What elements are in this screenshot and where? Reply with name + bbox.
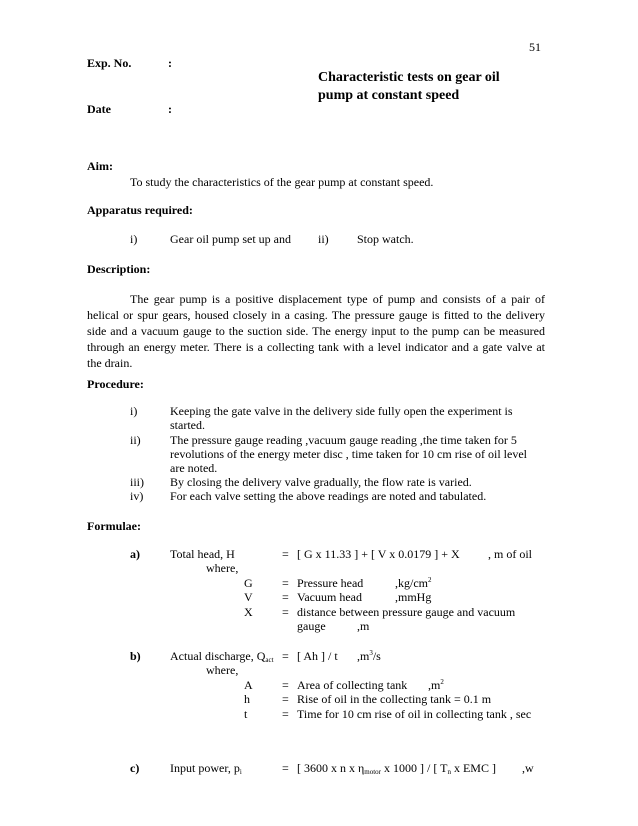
- formula-b-label: b): [130, 649, 141, 663]
- formula-c-unit: ,w: [522, 761, 534, 775]
- variable-unit-exponent: 2: [428, 576, 432, 584]
- variable-unit: [428, 678, 444, 692]
- formulae-heading: Formulae:: [87, 519, 141, 533]
- variable-unit: [395, 576, 432, 590]
- formula-c-expr-part: x EMC ]: [450, 761, 496, 775]
- experiment-title-line2: pump at constant speed: [318, 88, 460, 103]
- variable-symbol: A: [244, 678, 253, 692]
- variable-equals: =: [282, 678, 289, 692]
- aim-heading: Aim:: [87, 159, 113, 173]
- variable-description: Area of collecting tank: [297, 678, 408, 692]
- formula-b-name-text: Actual discharge, Q: [170, 649, 266, 663]
- procedure-step-line: For each valve setting the above readings are noted and tabulated.: [170, 489, 487, 503]
- formula-a-name: Total head, H: [170, 547, 235, 561]
- procedure-step-line: revolutions of the energy meter disc , time taken for 10 cm rise of oil level: [170, 447, 528, 461]
- variable-equals: =: [282, 590, 289, 604]
- variable-unit-exponent: 2: [440, 678, 444, 686]
- procedure-step-line: Keeping the gate valve in the delivery side fully open the experiment is: [170, 404, 513, 418]
- variable-description: Pressure head: [297, 576, 364, 590]
- procedure-step-num: i): [130, 404, 138, 418]
- formula-c-expression: [297, 761, 496, 775]
- exp-no-label: Exp. No.: [87, 56, 132, 70]
- formula-b-unit-base: ,m: [357, 649, 370, 663]
- formula-c-equals: =: [282, 761, 289, 775]
- procedure-step-line: By closing the delivery valve gradually, the flow rate is varied.: [170, 475, 472, 489]
- formula-b-equals: =: [282, 649, 289, 663]
- variable-description: Time for 10 cm rise of oil in collecting tank , sec: [297, 707, 532, 721]
- page-number: 51: [529, 40, 541, 54]
- variable-symbol: G: [244, 576, 253, 590]
- formula-a-where: where,: [206, 561, 239, 575]
- procedure-step-line: The pressure gauge reading ,vacuum gauge reading ,the time taken for 5: [170, 433, 517, 447]
- procedure-heading: Procedure:: [87, 377, 144, 391]
- variable-description: distance between pressure gauge and vacuum: [297, 605, 516, 619]
- formula-c-name-subscript: i: [239, 768, 242, 776]
- variable-symbol: h: [244, 692, 250, 706]
- formula-c-name-text: Input power, p: [170, 761, 240, 775]
- variable-symbol: V: [244, 590, 253, 604]
- variable-description: Vacuum head: [297, 590, 362, 604]
- variable-unit-base: ,kg/cm: [395, 576, 428, 590]
- formula-c-label: c): [130, 761, 140, 775]
- apparatus-item2-text: Stop watch.: [357, 232, 414, 246]
- formula-c-expr-subscript: n: [447, 768, 451, 776]
- apparatus-item1-num: i): [130, 232, 138, 246]
- formula-b-unit-tail: /s: [372, 649, 381, 663]
- apparatus-heading: Apparatus required:: [87, 203, 193, 217]
- formula-a-label: a): [130, 547, 140, 561]
- formula-c-expr-part: x 1000 ] / [ T: [381, 761, 448, 775]
- variable-unit-base: ,m: [428, 678, 441, 692]
- variable-equals: =: [282, 707, 289, 721]
- formula-b-expression: [ Ah ] / t: [297, 649, 338, 663]
- formula-b-unit: [357, 649, 381, 663]
- formula-b-name-subscript: act: [265, 656, 274, 664]
- procedure-step-num: ii): [130, 433, 141, 447]
- date-label: Date: [87, 102, 111, 116]
- procedure-step-num: iii): [130, 475, 144, 489]
- exp-no-colon: :: [168, 56, 172, 70]
- date-colon: :: [168, 102, 172, 116]
- procedure-step-num: iv): [130, 489, 144, 503]
- variable-equals: =: [282, 605, 289, 619]
- variable-description: Rise of oil in the collecting tank = 0.1 m: [297, 692, 492, 706]
- aim-text: To study the characteristics of the gear pump at constant speed.: [130, 175, 434, 189]
- formula-a-unit: , m of oil: [488, 547, 532, 561]
- procedure-step-line: are noted.: [170, 461, 218, 475]
- experiment-title-line1: Characteristic tests on gear oil: [318, 70, 500, 85]
- variable-equals: =: [282, 692, 289, 706]
- procedure-step-line: started.: [170, 418, 205, 432]
- formula-a-expression: [ G x 11.33 ] + [ V x 0.0179 ] + X: [297, 547, 460, 561]
- variable-description-cont: gauge: [297, 619, 326, 633]
- variable-symbol: X: [244, 605, 253, 619]
- formula-c-expr-part: [ 3600 x n x η: [297, 761, 365, 775]
- formula-b-unit-exponent: 3: [369, 649, 373, 657]
- formula-c-name: [170, 761, 242, 775]
- variable-unit: ,m: [357, 619, 370, 633]
- description-heading: Description:: [87, 262, 151, 276]
- apparatus-item2-num: ii): [318, 232, 329, 246]
- variable-unit: ,mmHg: [395, 590, 432, 604]
- formula-b-name: [170, 649, 274, 663]
- variable-symbol: t: [244, 707, 248, 721]
- description-paragraph: The gear pump is a positive displacement type of pump and consists of a pair of helical or spur gears, housed closely in a casing. The pressure gauge is fitted to the delivery side and a vacuum gauge to the suction side. The energy input to the pump can be measured through an energy meter. There is a collecting tank with a level indicator and a gate valve at the drain.: [87, 292, 545, 370]
- formula-c-expr-subscript: motor: [364, 768, 382, 776]
- formula-a-equals: =: [282, 547, 289, 561]
- apparatus-item1-text: Gear oil pump set up and: [170, 232, 291, 246]
- formula-b-where: where,: [206, 663, 239, 677]
- variable-equals: =: [282, 576, 289, 590]
